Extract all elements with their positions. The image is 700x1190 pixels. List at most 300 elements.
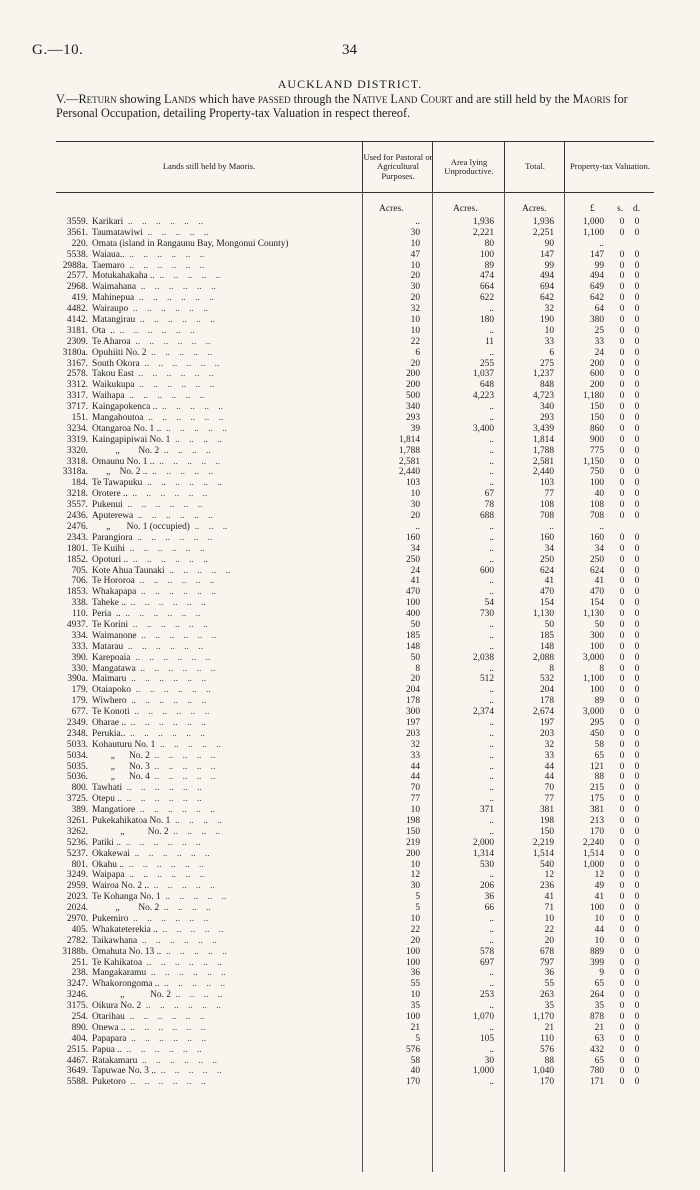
heading-passed: passed (257, 92, 291, 106)
land-name (92, 217, 362, 228)
land-name-text: Waimanone (92, 630, 137, 641)
total-acres: 1,814 (532, 434, 554, 445)
pastoral-acres: 34 (410, 543, 420, 554)
land-name (92, 794, 362, 805)
table-row (56, 620, 654, 631)
valuation-pence: 0 (634, 663, 640, 674)
land-name-text: Ratakamaru (92, 1055, 138, 1066)
pastoral-acres: 50 (410, 619, 420, 630)
land-number: 5538. (66, 249, 88, 260)
leader-dots: .. .. .. .. .. .. (130, 848, 210, 859)
land-name-text: Puketoro (92, 1077, 126, 1088)
leader-dots: .. .. .. .. .. .. (126, 1033, 207, 1044)
table-row (56, 271, 654, 282)
unproductive-acres: .. (489, 794, 494, 805)
table-row (56, 304, 654, 315)
land-number: 333. (71, 641, 88, 652)
valuation-pence: 0 (634, 717, 640, 728)
land-name-text: Oharae .. (92, 717, 127, 728)
leader-dots: .. .. .. .. .. (164, 565, 231, 576)
land-number: 3218. (66, 489, 88, 500)
valuation-pounds: 12 (594, 870, 604, 881)
total-acres: 2,251 (532, 227, 554, 238)
table-row (56, 642, 654, 653)
land-name-text: „ No. 2 (92, 445, 160, 456)
total-acres: 263 (539, 990, 554, 1001)
valuation-shillings: 0 (619, 870, 625, 881)
pastoral-acres: 204 (405, 685, 420, 696)
valuation-pounds: 65 (594, 979, 604, 990)
pastoral-acres: 30 (410, 881, 420, 892)
pastoral-acres: .. (415, 521, 420, 532)
unproductive-acres: .. (489, 826, 494, 837)
leader-dots: .. .. .. .. (170, 434, 222, 445)
valuation-shillings: 0 (619, 598, 625, 609)
land-name (92, 1001, 362, 1012)
valuation-pounds: 100 (589, 478, 604, 489)
unproductive-acres: .. (489, 445, 494, 456)
total-acres: 8 (549, 663, 554, 674)
table-row (56, 380, 654, 391)
unproductive-acres: .. (489, 815, 494, 826)
unproductive-acres: .. (489, 576, 494, 587)
unproductive-acres: .. (489, 761, 494, 772)
total-acres: 642 (539, 293, 554, 304)
land-number: 2968. (66, 282, 88, 293)
unproductive-acres: 54 (484, 598, 494, 609)
land-number: 390. (71, 652, 88, 663)
valuation-shillings: 0 (619, 576, 625, 587)
unproductive-acres: .. (489, 478, 494, 489)
unproductive-acres: 1,070 (472, 1012, 494, 1023)
table-row (56, 729, 654, 740)
land-name (92, 631, 362, 642)
return-heading (56, 92, 656, 121)
leader-dots: .. .. .. .. .. (159, 979, 226, 990)
table-row (56, 598, 654, 609)
land-name-text: Pukekahikatoa No. 1 (92, 815, 171, 826)
pastoral-acres: 20 (410, 511, 420, 522)
total-acres: 236 (539, 881, 554, 892)
table-row (56, 435, 654, 446)
valuation-pence: 0 (634, 783, 640, 794)
valuation-pounds: 88 (594, 772, 604, 783)
land-name (92, 533, 362, 544)
valuation-pence: 0 (634, 1077, 640, 1088)
valuation-shillings: 0 (619, 968, 625, 979)
valuation-pence: 0 (634, 489, 640, 500)
land-number: 5033. (66, 739, 88, 750)
pastoral-acres: 103 (405, 478, 420, 489)
land-name-text: Karikari (92, 217, 124, 227)
table-row (56, 326, 654, 337)
valuation-shillings: 0 (619, 271, 625, 282)
leader-dots: .. .. .. .. .. (157, 402, 223, 413)
valuation-pence: 0 (634, 979, 640, 990)
unproductive-acres: 4,223 (472, 391, 494, 402)
total-acres: 2,440 (532, 467, 554, 478)
land-name-text: Peria .. (92, 609, 121, 620)
pastoral-acres: 178 (405, 696, 420, 707)
land-number: 2970. (66, 914, 88, 924)
table-row (56, 282, 654, 293)
unproductive-acres: .. (489, 870, 494, 881)
land-name-text: Wairaupo (92, 304, 129, 315)
valuation-pence: 0 (634, 619, 640, 630)
leader-dots: .. .. .. .. .. .. (128, 914, 209, 924)
land-name (92, 620, 362, 631)
valuation-pence: 0 (634, 892, 640, 903)
land-number: 3318a. (62, 467, 88, 478)
total-acres: 203 (539, 728, 554, 739)
table-row (56, 250, 654, 261)
table-row (56, 718, 654, 729)
valuation-pence: 0 (634, 685, 640, 696)
valuation-pence: 0 (634, 924, 640, 935)
pastoral-acres: 5 (415, 903, 420, 914)
total-acres: 1,237 (532, 369, 554, 380)
leader-dots: .. .. .. .. .. .. (128, 619, 208, 630)
land-number: 3725. (66, 794, 88, 805)
land-name (92, 903, 362, 914)
table-row (56, 348, 654, 359)
land-number: 330. (71, 663, 88, 674)
table-row (56, 631, 654, 642)
pastoral-acres: 55 (410, 979, 420, 990)
land-name (92, 762, 362, 773)
pastoral-acres: 10 (410, 859, 420, 870)
land-name (92, 500, 362, 511)
land-name (92, 544, 362, 555)
land-name-text: Omaunu No. 1 .. (92, 456, 155, 467)
table-row (56, 925, 654, 936)
land-number: 4937. (66, 619, 88, 630)
pastoral-acres: 10 (410, 489, 420, 500)
valuation-pence: 0 (634, 794, 640, 805)
land-name-text: Parangiora (92, 532, 133, 543)
valuation-shillings: 0 (619, 772, 625, 783)
valuation-pounds: 150 (589, 413, 604, 424)
leader-dots: .. .. .. .. .. .. (122, 783, 202, 794)
valuation-pence: 0 (634, 1001, 640, 1012)
land-name (92, 1012, 362, 1023)
valuation-shillings: 0 (619, 554, 625, 565)
land-name-text: Mangatawa (92, 663, 136, 674)
valuation-shillings: 0 (619, 685, 625, 696)
land-number: 3262. (66, 826, 88, 837)
unproductive-acres: 30 (484, 1055, 494, 1066)
land-name (92, 783, 362, 794)
valuation-shillings: 0 (619, 826, 625, 837)
unproductive-acres: 2,000 (472, 837, 494, 848)
table-row (56, 1077, 654, 1088)
leader-dots: .. .. .. .. .. (157, 924, 224, 935)
total-acres: 55 (544, 979, 554, 990)
valuation-pence: 0 (634, 805, 640, 816)
valuation-pounds: 50 (594, 619, 604, 630)
total-acres: 6 (549, 347, 554, 358)
unproductive-acres: .. (489, 1022, 494, 1033)
unproductive-acres: .. (489, 739, 494, 750)
land-name (92, 337, 362, 348)
land-name (92, 979, 362, 990)
land-number: 184. (71, 478, 88, 489)
table-row (56, 369, 654, 380)
unit-pound: £ (590, 204, 595, 214)
unproductive-acres: 371 (479, 805, 494, 816)
unproductive-acres: 66 (484, 903, 494, 914)
valuation-shillings: 0 (619, 935, 625, 946)
land-number: 179. (71, 696, 88, 707)
valuation-pence: 0 (634, 282, 640, 293)
total-acres: 2,674 (532, 707, 554, 718)
valuation-pounds: 49 (594, 881, 604, 892)
pastoral-acres: 20 (410, 935, 420, 946)
leader-dots: .. .. .. .. .. .. (141, 1001, 221, 1012)
leader-dots: .. .. .. .. .. .. (133, 369, 214, 380)
table-row (56, 359, 654, 370)
pastoral-acres: 39 (410, 423, 420, 434)
valuation-shillings: 0 (619, 903, 625, 914)
leader-dots: .. .. .. .. .. .. (125, 728, 206, 739)
unproductive-acres: 100 (479, 249, 494, 260)
land-name-text: Kohauturu No. 1 (92, 739, 156, 750)
leader-dots: .. .. .. .. .. .. (124, 1012, 205, 1023)
total-acres: 77 (544, 489, 554, 500)
valuation-pence: 0 (634, 402, 640, 413)
table-row (56, 566, 654, 577)
land-name (92, 555, 362, 566)
total-acres: 3,439 (532, 423, 554, 434)
valuation-shillings: 0 (619, 805, 625, 816)
table-row (56, 533, 654, 544)
leader-dots: .. .. .. .. .. .. (142, 957, 222, 968)
leader-dots: .. .. .. .. .. .. (134, 293, 214, 304)
total-acres: 10 (544, 325, 554, 336)
pastoral-acres: 35 (410, 1001, 420, 1012)
land-number: 3249. (66, 870, 88, 881)
valuation-pence: 0 (634, 1022, 640, 1033)
leader-dots: .. .. .. .. .. .. (142, 478, 223, 489)
valuation-pence: 0 (634, 423, 640, 434)
land-name-text: Papua .. (92, 1044, 122, 1055)
valuation-shillings: 0 (619, 783, 625, 794)
units-row (56, 193, 654, 217)
land-number: 238. (71, 968, 88, 979)
valuation-shillings: 0 (619, 946, 625, 957)
pastoral-acres: 20 (410, 358, 420, 369)
leader-dots: .. .. .. .. .. .. (124, 870, 205, 881)
land-number: 5588. (66, 1077, 88, 1088)
land-name (92, 380, 362, 391)
table-row (56, 489, 654, 500)
land-name (92, 435, 362, 446)
total-acres: 35 (544, 1001, 554, 1012)
valuation-shillings: 0 (619, 696, 625, 707)
total-acres: 32 (544, 739, 554, 750)
unproductive-acres: 578 (479, 946, 494, 957)
pastoral-acres: 30 (410, 500, 420, 511)
pastoral-acres: 40 (410, 1066, 420, 1077)
total-acres: 41 (544, 576, 554, 587)
pastoral-acres: 200 (405, 380, 420, 391)
pastoral-acres: 400 (405, 609, 420, 620)
valuation-shillings: 0 (619, 1055, 625, 1066)
valuation-pence: 0 (634, 325, 640, 336)
pastoral-acres: 30 (410, 227, 420, 238)
valuation-pounds: 600 (589, 369, 604, 380)
unproductive-acres: .. (489, 325, 494, 336)
table-row (56, 664, 654, 675)
land-name-text: Tapuwae No. 3 .. (92, 1066, 156, 1077)
land-name (92, 718, 362, 729)
total-acres: 20 (544, 935, 554, 946)
land-number: 1853. (66, 587, 88, 598)
land-name (92, 849, 362, 860)
pastoral-acres: 148 (405, 641, 420, 652)
valuation-shillings: 0 (619, 707, 625, 718)
valuation-pounds: 264 (589, 990, 604, 1001)
valuation-shillings: 0 (619, 227, 625, 238)
leader-dots: .. .. .. .. (170, 815, 222, 826)
valuation-pounds: 99 (594, 260, 604, 271)
unproductive-acres: .. (489, 935, 494, 946)
land-name-text: Waihapa (92, 391, 125, 402)
valuation-shillings: 0 (619, 445, 625, 456)
land-name (92, 228, 362, 239)
pastoral-acres: 10 (410, 325, 420, 336)
heading-return: Return (78, 92, 117, 106)
pastoral-acres: 2,581 (398, 456, 420, 467)
valuation-pence: 0 (634, 990, 640, 1001)
pastoral-acres: 21 (410, 1022, 420, 1033)
land-number: 2309. (66, 336, 88, 347)
land-number: 2349. (66, 717, 88, 728)
leader-dots: .. .. .. .. .. .. (130, 336, 211, 347)
land-name-text: Karepoaia (92, 652, 131, 663)
land-number: 1852. (66, 554, 88, 565)
valuation-pounds: 900 (589, 434, 604, 445)
valuation-shillings: 0 (619, 380, 625, 391)
pastoral-acres: 170 (405, 1077, 420, 1088)
land-name-text: „ No. 2 (92, 750, 150, 761)
land-name (92, 413, 362, 424)
table-row (56, 1001, 654, 1012)
unproductive-acres: 89 (484, 260, 494, 271)
total-acres: 147 (539, 249, 554, 260)
pastoral-acres: 41 (410, 576, 420, 587)
land-name (92, 271, 362, 282)
land-name (92, 1023, 362, 1034)
unproductive-acres: .. (489, 304, 494, 315)
pastoral-acres: 33 (410, 750, 420, 761)
leader-dots: .. .. .. .. .. .. (136, 587, 216, 598)
land-number: 404. (71, 1033, 88, 1044)
land-name (92, 576, 362, 587)
unproductive-acres: 255 (479, 358, 494, 369)
leader-dots: .. .. .. .. .. .. (124, 859, 204, 870)
valuation-pounds: 3,000 (582, 652, 604, 663)
land-name-text: Motukahakaha .. (92, 271, 155, 282)
leader-dots: .. .. .. .. .. (154, 271, 221, 282)
total-acres: 21 (544, 1022, 554, 1033)
land-name (92, 881, 362, 892)
valuation-pounds: 300 (589, 630, 604, 641)
total-acres: 275 (539, 358, 554, 369)
total-acres: 197 (539, 717, 554, 728)
land-name (92, 304, 362, 315)
total-acres: 1,788 (532, 445, 554, 456)
valuation-pence: 0 (634, 728, 640, 739)
land-number: 1801. (66, 543, 88, 554)
land-name-text: „ No. 3 (92, 761, 150, 772)
valuation-pence: 0 (634, 543, 640, 554)
leader-dots: .. .. .. .. .. (155, 1066, 222, 1077)
table-row (56, 1045, 654, 1056)
unproductive-acres: 80 (484, 238, 494, 249)
land-name-text: Kote Ahua Taunaki (92, 565, 165, 576)
unproductive-acres: .. (489, 467, 494, 478)
leader-dots: .. .. .. .. .. (160, 892, 227, 903)
land-name-text: Matangirau (92, 315, 136, 326)
table-row (56, 217, 654, 228)
table-row (56, 696, 654, 707)
leader-dots: .. .. .. .. .. .. (124, 543, 205, 554)
total-acres: 170 (539, 1077, 554, 1088)
land-number: 2476. (66, 521, 88, 532)
valuation-shillings: 0 (619, 641, 625, 652)
leader-dots: .. .. .. .. .. .. (114, 325, 195, 336)
valuation-pounds: 9 (599, 968, 604, 979)
pastoral-acres: 44 (410, 761, 420, 772)
unproductive-acres: .. (489, 543, 494, 554)
pastoral-acres: 2,440 (398, 467, 420, 478)
valuation-shillings: 0 (619, 717, 625, 728)
land-name (92, 729, 362, 740)
valuation-shillings: 0 (619, 739, 625, 750)
valuation-pounds: 200 (589, 380, 604, 391)
unproductive-acres: 648 (479, 380, 494, 391)
valuation-shillings: 0 (619, 652, 625, 663)
table-row (56, 413, 654, 424)
total-acres: 44 (544, 772, 554, 783)
unproductive-acres: 180 (479, 315, 494, 326)
header-valuation: Property-tax Valuation. (564, 142, 655, 192)
valuation-pence: 0 (634, 1033, 640, 1044)
table-row (56, 947, 654, 958)
header-unproductive: Area lying Unproductive. (432, 142, 505, 192)
pastoral-acres: 58 (410, 1055, 420, 1066)
land-number: 3180a. (62, 347, 88, 358)
pastoral-acres: 250 (405, 554, 420, 565)
valuation-pence: 0 (634, 641, 640, 652)
table-row (56, 1023, 654, 1034)
leader-dots: .. .. .. .. .. .. (135, 663, 216, 674)
land-name (92, 566, 362, 577)
total-acres: 576 (539, 1044, 554, 1055)
leader-dots: .. .. .. .. .. .. (137, 935, 217, 946)
heading-prefix: V.— (56, 92, 79, 106)
land-name-text: Wiwhero (92, 696, 127, 707)
unproductive-acres: 67 (484, 489, 494, 500)
unproductive-acres: .. (489, 456, 494, 467)
valuation-shillings: 0 (619, 609, 625, 620)
land-name-text: Waipapa (92, 870, 125, 881)
table-row (56, 860, 654, 871)
total-acres: 110 (540, 1033, 554, 1044)
pastoral-acres: 10 (410, 260, 420, 271)
valuation-pence: 0 (634, 837, 640, 848)
